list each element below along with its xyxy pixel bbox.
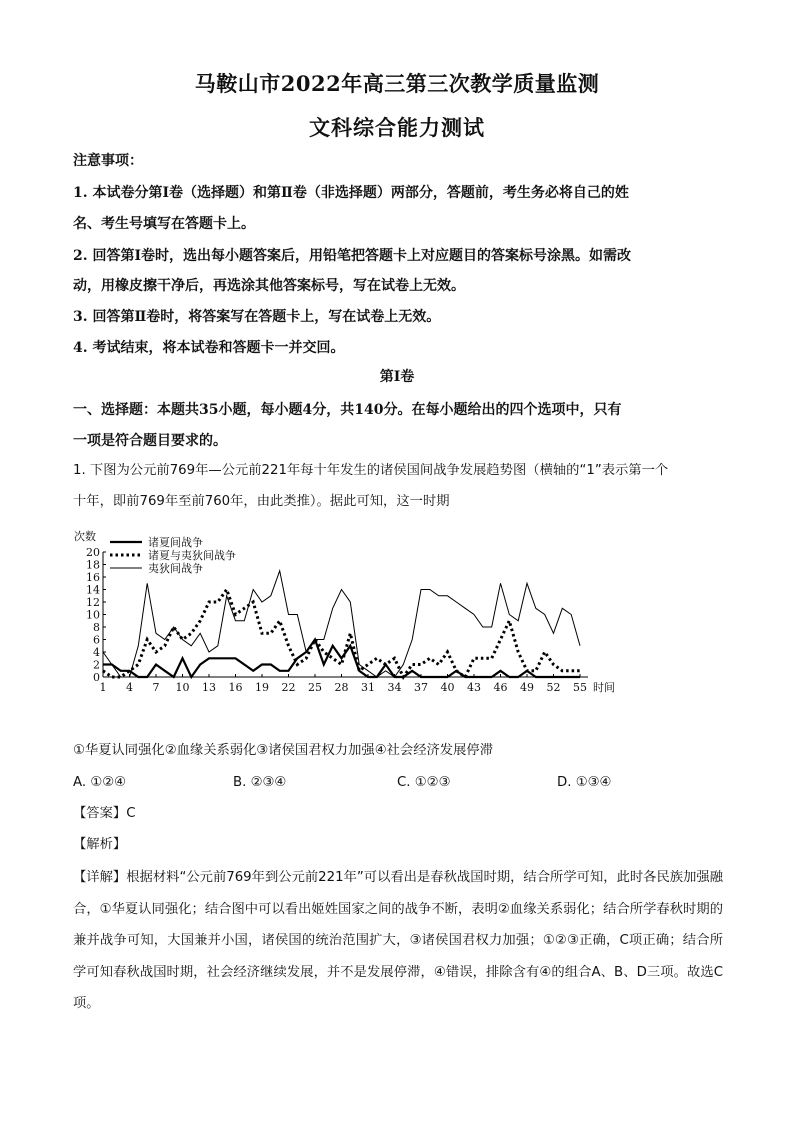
section-instruction-2: 一项是符合题目要求的。 [73, 433, 227, 449]
y-tick-label: 20 [86, 546, 100, 559]
option-d: D. ①③④ [557, 775, 612, 790]
x-tick-label: 40 [440, 681, 455, 694]
y-tick-label: 16 [86, 571, 100, 584]
y-tick-label: 18 [86, 558, 100, 572]
y-tick-label: 10 [86, 608, 100, 622]
question-stem-1: 1. 下图为公元前769年—公元前221年每十年发生的诸侯国间战争发展趋势图（横轴的“1”表示第一个 [73, 463, 669, 478]
x-tick-label: 10 [175, 681, 190, 694]
notice-item-1a: 1. 本试卷分第Ⅰ卷（选择题）和第Ⅱ卷（非选择题）两部分，答题前，考生务必将自己的姓 [73, 185, 629, 201]
x-axis-label: 时间 [593, 681, 615, 694]
option-b: B. ②③④ [233, 775, 287, 790]
series-line-1 [103, 640, 580, 678]
x-tick-label: 49 [520, 681, 534, 694]
notice-item-2b: 动，用橡皮擦干净后，再选涂其他答案标号，写在试卷上无效。 [73, 278, 465, 294]
detail-label: 【详解】 [73, 870, 127, 885]
legend-label-1: 诸夏间战争 [148, 536, 203, 549]
exam-title: 马鞍山市2022年高三第三次教学质量监测 [194, 71, 600, 96]
exam-subtitle: 文科综合能力测试 [309, 115, 485, 140]
notice-item-1b: 名、考生号填写在答题卡上。 [73, 216, 255, 232]
notice-item-2a: 2. 回答第Ⅰ卷时，选出每小题答案后，用铅笔把答题卡上对应题目的答案标号涂黑。如需改 [73, 248, 632, 264]
legend-label-2: 诸夏与夷狄间战争 [148, 549, 236, 562]
x-tick-label: 34 [387, 681, 402, 694]
y-tick-label: 2 [93, 658, 100, 672]
notice-heading: 注意事项： [73, 153, 143, 169]
section-instruction-1: 一、选择题：本题共35小题，每小题4分，共140分。在每小题给出的四个选项中，只有 [73, 402, 622, 418]
x-tick-label: 13 [202, 681, 216, 694]
question-stem-2: 十年，即前769年至前760年，由此类推）。据此可知，这一时期 [73, 494, 450, 509]
x-tick-label: 43 [467, 681, 481, 694]
section-label: 第Ⅰ卷 [379, 369, 415, 385]
detail-paragraph [73, 862, 723, 1020]
y-axis-label: 次数 [74, 530, 96, 543]
option-a: A. ①②④ [73, 775, 127, 790]
y-tick-label: 4 [93, 646, 100, 659]
y-tick-label: 6 [93, 633, 100, 647]
x-tick-label: 19 [255, 681, 269, 694]
y-tick-label: 8 [93, 621, 100, 634]
x-tick-label: 37 [414, 681, 428, 694]
x-tick-label: 25 [308, 681, 322, 694]
answer-value: C [126, 806, 136, 821]
x-tick-label: 4 [126, 681, 133, 694]
y-tick-label: 0 [93, 671, 100, 684]
x-tick-label: 46 [493, 681, 508, 694]
x-tick-label: 1 [99, 681, 107, 694]
x-tick-label: 52 [546, 681, 561, 694]
x-tick-label: 16 [228, 681, 243, 694]
x-tick-label: 28 [334, 681, 349, 694]
x-tick-label: 31 [361, 681, 375, 694]
notice-item-4: 4. 考试结束，将本试卷和答题卡一并交回。 [73, 340, 345, 356]
series-line-2 [103, 590, 580, 678]
y-tick-label: 12 [86, 596, 100, 609]
detail-text: 根据材料“公元前769年到公元前221年”可以看出是春秋战国时期，结合所学可知，此时各民族加强融合，①华夏认同强化；结合图中可以看出姬姓国家之间的战争不断，表明②血缘关系弱化；结合所学春秋时期的兼并战争可知，大国兼并小国，诸侯国的统治范围扩大，③诸侯国君权力加强；①②③正确，C项正确；结合所学可知春秋战国时期，社会经济继续发展，并不是发展停滞，④错误，排除含有④的组合A、B、D三项。故选C项。 [73, 870, 724, 1011]
question-statements: ①华夏认同强化②血缘关系弱化③诸侯国君权力加强④社会经济发展停滞 [73, 743, 493, 758]
option-c: C. ①②③ [397, 775, 451, 790]
y-tick-label: 14 [86, 583, 100, 597]
answer-line [73, 803, 135, 825]
notice-item-3: 3. 回答第Ⅱ卷时，将答案写在答题卡上，写在试卷上无效。 [73, 309, 441, 325]
x-tick-label: 22 [281, 681, 296, 694]
analysis-label: 【解析】 [73, 837, 127, 852]
legend-label-3: 夷狄间战争 [148, 562, 203, 575]
x-tick-label: 55 [573, 681, 587, 694]
answer-label: 【答案】 [73, 806, 127, 821]
x-tick-label: 7 [152, 681, 160, 694]
war-trend-chart [70, 524, 630, 700]
